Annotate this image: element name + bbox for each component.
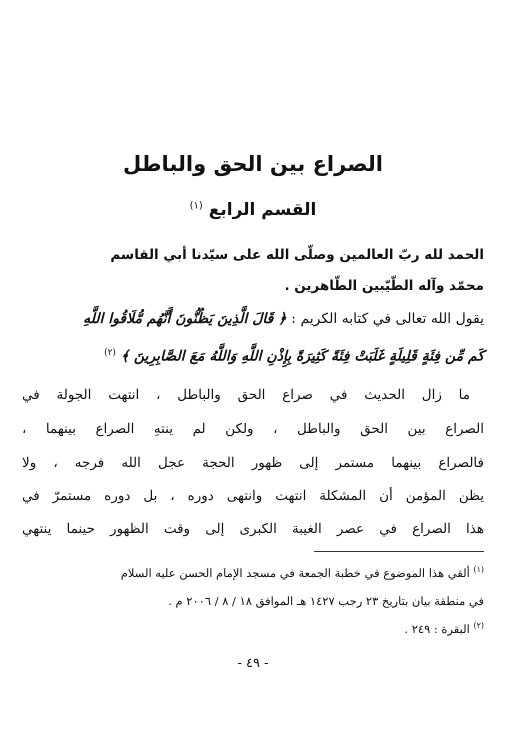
- intro-line-1: الحمد لله ربّ العالمين وصلّى الله على سيّدنا أبي القاسم: [110, 247, 484, 263]
- body-line-3: فالصراع بينهما مستمر إلى ظهور الحجة عجل الله فرجه ، ولا: [22, 455, 484, 471]
- page-title: الصراع بين الحق والباطل: [123, 152, 383, 176]
- body-line-2: الصراع بين الحق والباطل ، ولكن لم ينتهِ الصراع بينهما ،: [22, 421, 484, 437]
- body-line-4: يظن المؤمن أن المشكلة انتهت وانتهى دوره ، بل دوره مستمرّ في: [22, 488, 484, 504]
- footnote-ref-2: (٢): [104, 348, 116, 358]
- footnote-1-mark: (١): [473, 565, 484, 574]
- ayah-text-1: ﴿ قَالَ الَّذِينَ يَظُنُّونَ أَنَّهُم مُّلَاقُوا اللَّهِ: [83, 311, 287, 327]
- ayah-line-2: [22, 344, 484, 367]
- footnote-ref-1: (١): [189, 200, 203, 212]
- footnote-1: [22, 562, 484, 581]
- page-number: - ٤٩ -: [237, 656, 269, 671]
- body-line-1: ما زال الحديث في صراع الحق والباطل ، انتهت الجولة في: [22, 387, 470, 403]
- ayah-line-1: [22, 310, 484, 329]
- footnote-1-text-cont: في منطقة بيان بتاريخ ٢٣ رجب ١٤٢٧ هـ الموافق ١٨ / ٨ / ٢٠٠٦ م .: [168, 594, 484, 608]
- subtitle-text: القسم الرابع: [208, 200, 317, 220]
- footnote-2-mark: (٢): [473, 621, 484, 630]
- footnote-1-text: ألقي هذا الموضوع في خطبة الجمعة في مسجد الإمام الحسن عليه السلام: [120, 565, 470, 580]
- footnote-2-text: البقرة : ٢٤٩ .: [404, 621, 470, 636]
- quote-intro: يقول الله تعالى في كتابه الكريم :: [291, 311, 484, 327]
- ayah-text-2: كَم مِّن فِئَةٍ قَلِيلَةٍ غَلَبَتْ فِئَةً كَثِيرَةً بِإِذْنِ اللَّهِ وَاللَّهُ مَعَ الصَّابِرِينَ ﴾: [120, 348, 484, 365]
- body-line-5: هذا الصراع في عصر الغيبة الكبرى إلى وقت الظهور حينما ينتهي: [22, 521, 484, 537]
- intro-line-2: محمّد وآله الطّيّبين الطّاهرين .: [284, 278, 484, 294]
- footnote-1-cont: [22, 593, 484, 609]
- footnote-divider: [314, 551, 484, 552]
- footnote-2: [22, 618, 484, 637]
- section-subtitle: [60, 200, 446, 220]
